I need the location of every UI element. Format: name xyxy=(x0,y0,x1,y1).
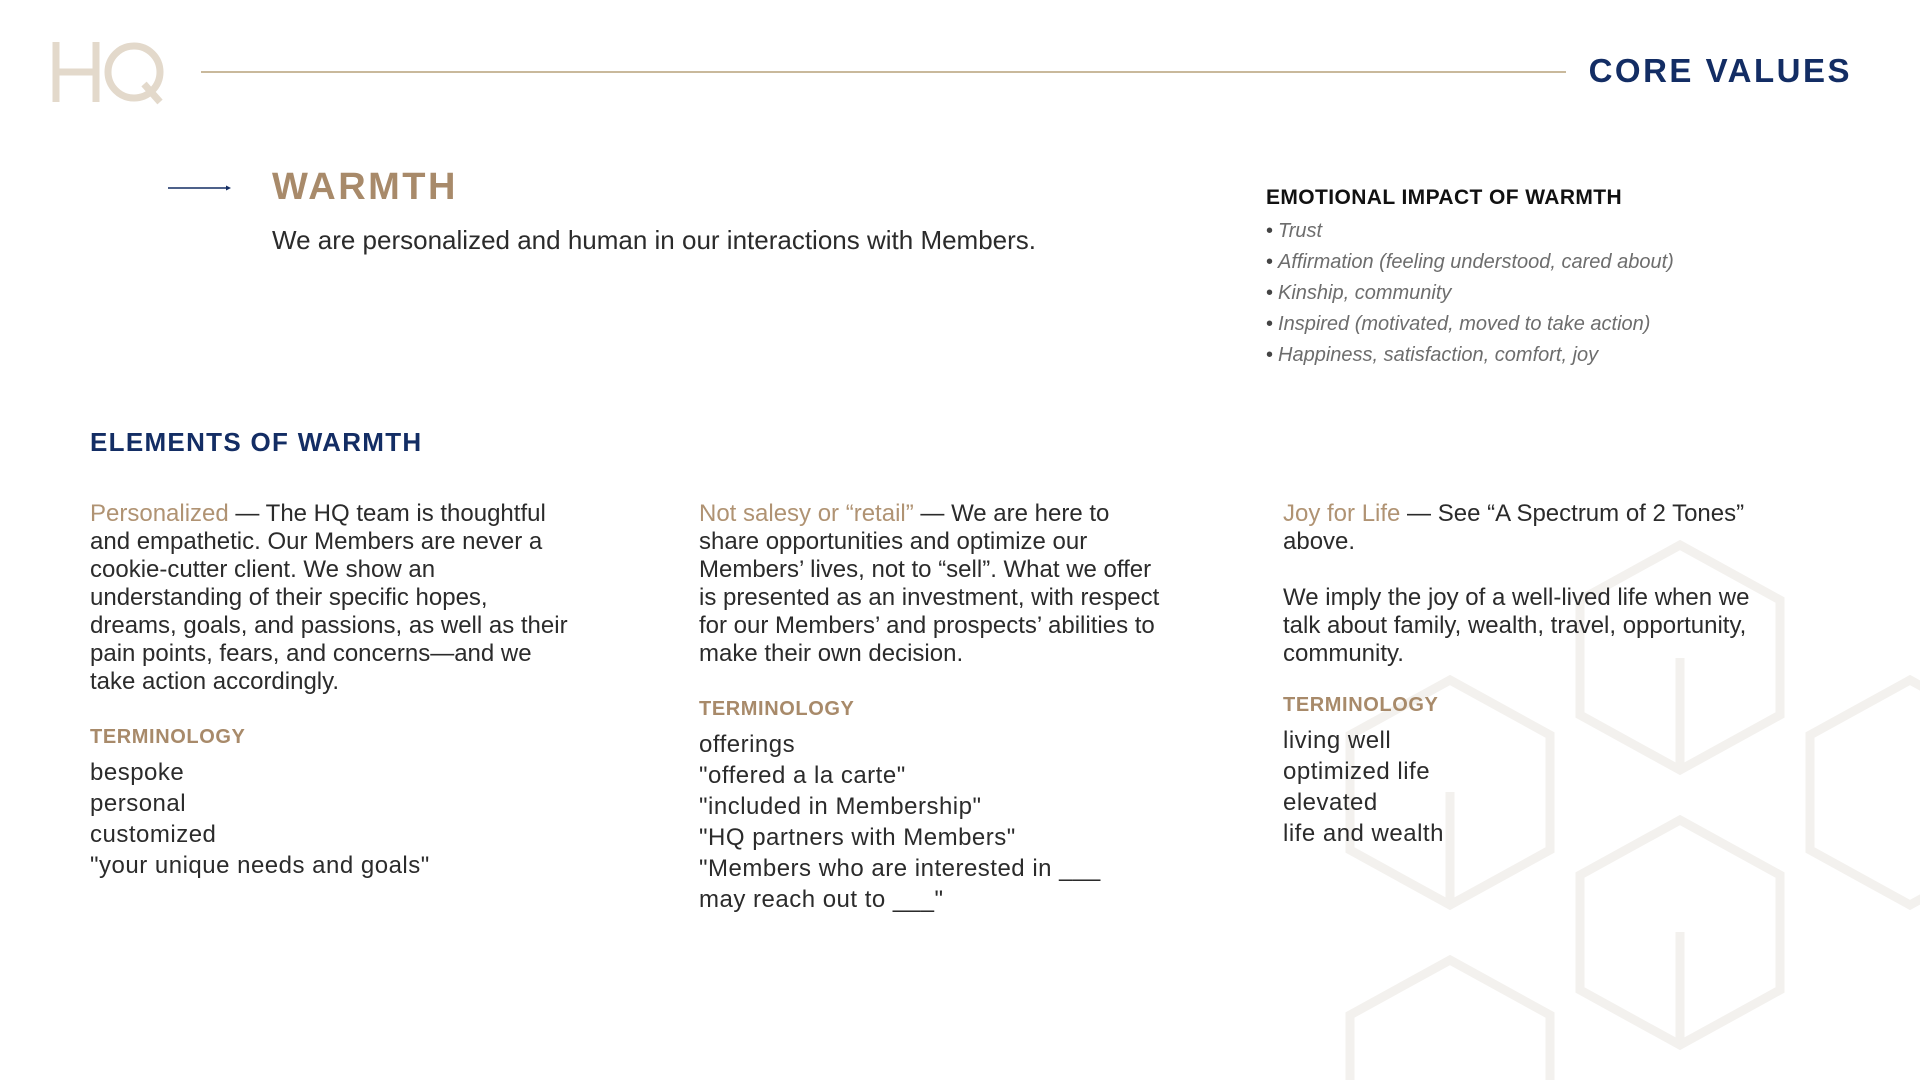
list-item: • Affirmation (feeling understood, cared about) xyxy=(1266,251,1674,273)
terminology-list xyxy=(699,729,1169,915)
terminology-label: TERMINOLOGY xyxy=(90,726,246,748)
list-item: • Happiness, satisfaction, comfort, joy xyxy=(1266,344,1599,366)
terminology-label: TERMINOLOGY xyxy=(1283,694,1439,716)
list-item: • Inspired (motivated, moved to take action) xyxy=(1266,313,1651,335)
list-item: "included in Membership" xyxy=(699,793,982,820)
element-name: Joy for Life xyxy=(1283,500,1401,527)
element-description-secondary: We imply the joy of a well-lived life when we talk about family, wealth, travel, opportunity, community. xyxy=(1283,584,1750,667)
list-item: "HQ partners with Members" xyxy=(699,824,1016,851)
element-description: Not salesy or “retail” — We are here to share opportunities and optimize our Members’ lives, not to “sell”. What we offer is presented as an investment, with respect for our Members’ and prospects’ abilities to make their own decision. xyxy=(699,500,1160,667)
list-item: optimized life xyxy=(1283,758,1431,785)
list-item: "offered a la carte" xyxy=(699,762,906,789)
list-item: elevated xyxy=(1283,789,1378,816)
hq-logo xyxy=(52,38,164,106)
list-item: "Members who are interested in ___ xyxy=(699,855,1101,882)
value-title: WARMTH xyxy=(272,166,458,208)
section-title: CORE VALUES xyxy=(1588,52,1852,89)
list-item: may reach out to ___" xyxy=(699,886,944,913)
elements-title: ELEMENTS OF WARMTH xyxy=(90,427,423,457)
value-description: We are personalized and human in our interactions with Members. xyxy=(272,225,1037,255)
emotional-impact-title: EMOTIONAL IMPACT OF WARMTH xyxy=(1266,186,1623,209)
list-item: • Trust xyxy=(1266,220,1323,242)
list-item: "your unique needs and goals" xyxy=(90,852,430,879)
emotional-impact-panel xyxy=(1266,186,1826,371)
element-column-joy-for-life xyxy=(1283,500,1763,849)
element-description: Personalized — The HQ team is thoughtful and empathetic. Our Members are never a cookie-cutter client. We show an understanding of their specific hopes, dreams, goals, and passions, as well as their pain points, fears, and concerns—and we take action accordingly. xyxy=(90,500,568,695)
terminology-list xyxy=(1283,725,1763,849)
list-item: customized xyxy=(90,821,217,848)
arrow-right-icon xyxy=(168,182,232,194)
list-item: offerings xyxy=(699,731,796,758)
element-name: Personalized xyxy=(90,500,229,527)
element-description: Joy for Life — See “A Spectrum of 2 Tones” above. xyxy=(1283,500,1745,555)
list-item: personal xyxy=(90,790,187,817)
list-item: • Kinship, community xyxy=(1266,282,1452,304)
emotional-impact-list xyxy=(1266,216,1826,371)
element-column-not-salesy xyxy=(699,500,1169,915)
header-divider xyxy=(201,71,1566,73)
list-item: living well xyxy=(1283,727,1392,754)
element-name: Not salesy or “retail” xyxy=(699,500,914,527)
terminology-list xyxy=(90,757,570,881)
list-item: life and wealth xyxy=(1283,820,1444,847)
terminology-label: TERMINOLOGY xyxy=(699,698,855,720)
list-item: bespoke xyxy=(90,759,185,786)
element-column-personalized xyxy=(90,500,570,881)
